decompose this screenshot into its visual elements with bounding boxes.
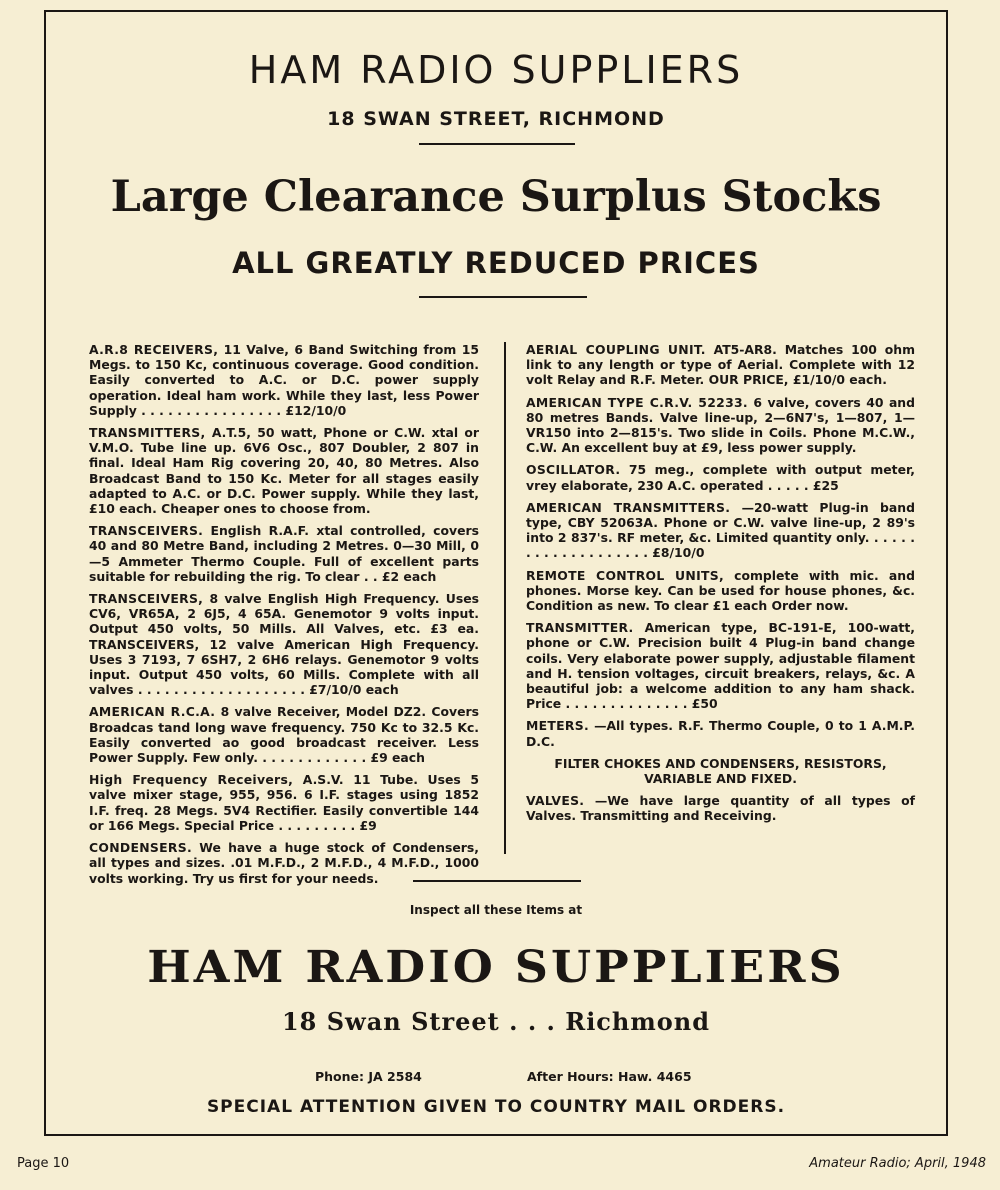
product-label: OSCILLATOR. bbox=[526, 462, 621, 478]
product-description: —All types. R.F. Thermo Couple, 0 to 1 A.M.P. D.C. bbox=[526, 718, 915, 749]
product-label: AMERICAN TYPE C.R.V. 52233. bbox=[526, 394, 748, 410]
product-label: TRANSCEIVERS, bbox=[89, 591, 204, 607]
product-label: REMOTE CONTROL UNITS, bbox=[526, 567, 724, 583]
divider-middle bbox=[419, 296, 587, 298]
product-listing bbox=[526, 568, 915, 614]
product-description: 75 meg., complete with output meter, vrey elaborate, 230 A.C. operated . . . . . £25 bbox=[526, 462, 915, 493]
product-label: High Frequency Receivers, bbox=[89, 772, 294, 788]
product-description: —20-watt Plug-in band type, CBY 52063A. Phone or C.W. valve line-up, 2 89's into 2 837's. RF meter, &c. Limited quantity only. . . . . . . . . . . . . . . . . . . . £8/10/0 bbox=[526, 499, 915, 561]
product-label: A.R.8 RECEIVERS, bbox=[89, 342, 219, 357]
ad-headline: Large Clearance Surplus Stocks bbox=[110, 172, 882, 222]
product-listing bbox=[526, 756, 915, 786]
product-listing bbox=[89, 772, 479, 833]
product-description: We have a huge stock of Condensers, all types and sizes. .01 M.F.D., 2 M.F.D., 4 M.F.D., 1000 volts working. Try us first for your needs. bbox=[89, 840, 479, 886]
footer-advertiser-address: 18 Swan Street . . . Richmond bbox=[281, 1007, 711, 1036]
product-description: —We have large quantity of all types of Valves. Transmitting and Receiving. bbox=[526, 793, 915, 824]
mail-order-notice: SPECIAL ATTENTION GIVEN TO COUNTRY MAIL ORDERS. bbox=[206, 1097, 786, 1117]
ad-subheadline: ALL GREATLY REDUCED PRICES bbox=[232, 246, 760, 280]
product-label: METERS. bbox=[526, 718, 589, 734]
product-label: AMERICAN TRANSMITTERS. bbox=[526, 499, 731, 515]
advertiser-address: 18 SWAN STREET, RICHMOND bbox=[327, 108, 665, 130]
footer-advertiser-name: HAM RADIO SUPPLIERS bbox=[147, 941, 845, 993]
right-column bbox=[526, 342, 915, 831]
divider-top bbox=[419, 143, 575, 145]
product-description: 8 valve English High Frequency. Uses CV6, VR65A, 2 6J5, 4 65A. Genemotor 9 volts input. Output 450 volts, 50 Mills. All Valves, etc. £3 ea. TRANSCEIVERS, 12 valve American High Frequency. Uses 3 7193, 7 6SH7, 2 6H6 relays. Genemotor 9 volts input. Output 450 volts, 60 Mills. Complete with all valves . . . . . . . . . . . . . . . . . . . £7/10/0 each bbox=[89, 591, 479, 698]
product-description: complete with mic. and phones. Morse key. Can be used for house phones, &c. Condition as new. To clear £1 each Order now. bbox=[526, 567, 915, 614]
after-hours-number: After Hours: Haw. 4465 bbox=[527, 1069, 692, 1084]
product-listing bbox=[526, 793, 915, 823]
inspect-line: Inspect all these Items at bbox=[409, 903, 583, 917]
column-divider bbox=[504, 342, 506, 854]
product-label: CONDENSERS. bbox=[89, 840, 192, 856]
product-description: 6 valve, covers 40 and 80 metres Bands. Valve line-up, 2—6N7's, 1—807, 1—VR150 into 2—815's. Two slide in Coils. Phone M.C.W., C.W. An excellent buy at £9, less power supply. bbox=[526, 394, 915, 456]
product-label: TRANSCEIVERS. bbox=[89, 523, 204, 539]
page-number: Page 10 bbox=[17, 1156, 70, 1171]
advertiser-name: HAM RADIO SUPPLIERS bbox=[248, 48, 744, 92]
product-description: 8 valve Receiver, Model DZ2. Covers Broadcas tand long wave frequency. 750 Kc to 32.5 Kc. Easily converted ao good broadcast receiver. Less Power Supply. Few only. . . . . . . . . . . . . £9 each bbox=[89, 704, 479, 766]
product-listing bbox=[89, 704, 479, 765]
product-listing bbox=[89, 342, 479, 418]
product-description: A.T.5, 50 watt, Phone or C.W. xtal or V.M.O. Tube line up. 6V6 Osc., 807 Doubler, 2 807 in final. Ideal Ham Rig covering 20, 40, 80 Metres. Also Broadcast Band to 150 Kc. Meter for all stages easily adapted to A.C. or D.C. Power supply. While they last, £10 each. Cheaper ones to choose from. bbox=[89, 425, 479, 517]
product-listing bbox=[89, 523, 479, 584]
product-listing bbox=[89, 840, 479, 886]
product-label: VALVES. bbox=[526, 793, 585, 809]
divider-bottom bbox=[413, 880, 581, 882]
product-listing bbox=[89, 425, 479, 516]
product-listing bbox=[526, 620, 915, 711]
product-description: American type, BC-191-E, 100-watt, phone or C.W. Precision built 4 Plug-in band change coils. Very elaborate power supply, adjustable filament and H. tension voltages, circuit breakers, relays, &c. A beautiful job: a welcome addition to any ham shack. Price . . . . . . . . . . . . . . £50 bbox=[526, 620, 915, 712]
product-listing bbox=[526, 500, 915, 561]
product-label: TRANSMITTERS, bbox=[89, 425, 206, 441]
product-listing bbox=[89, 591, 479, 697]
product-description: English R.A.F. xtal controlled, covers 40 and 80 Metre Band, including 2 Metres. 0—30 Mill, 0—5 Ammeter Thermo Couple. Full of excellent parts suitable for rebuilding the rig. To clear . . £2 each bbox=[89, 523, 479, 584]
product-listing bbox=[526, 342, 915, 388]
product-listing bbox=[526, 395, 915, 456]
phone-number: Phone: JA 2584 bbox=[315, 1069, 422, 1084]
left-column bbox=[89, 342, 479, 893]
product-label: AMERICAN R.C.A. bbox=[89, 704, 216, 720]
publication-line: Amateur Radio; April, 1948 bbox=[809, 1156, 986, 1171]
product-description: A.S.V. 11 Tube. Uses 5 valve mixer stage, 955, 956. 6 I.F. stages using 1852 I.F. freq. 28 Megs. 5V4 Rectifier. Easily convertible 144 or 166 Megs. Special Price . . . . . . . . . £9 bbox=[89, 772, 479, 833]
product-description: AT5-AR8. Matches 100 ohm link to any length or type of Aerial. Complete with 12 volt Relay and R.F. Meter. OUR PRICE, £1/10/0 each. bbox=[526, 342, 915, 388]
product-label: TRANSMITTER. bbox=[526, 620, 634, 636]
product-label: AERIAL COUPLING UNIT. bbox=[526, 342, 706, 357]
product-description: 11 Valve, 6 Band Switching from 15 Megs. to 150 Kc, continuous coverage. Good condition. Easily converted to A.C. or D.C. power supply operation. Ideal ham work. While they last, less Power Supply . . . . . . . . . . . . . . . . £12/10/0 bbox=[89, 342, 479, 418]
product-description: FILTER CHOKES AND CONDENSERS, RESISTORS, VARIABLE AND FIXED. bbox=[554, 755, 887, 787]
product-listing bbox=[526, 718, 915, 748]
product-listing bbox=[526, 462, 915, 492]
advertisement-frame bbox=[44, 10, 948, 1136]
